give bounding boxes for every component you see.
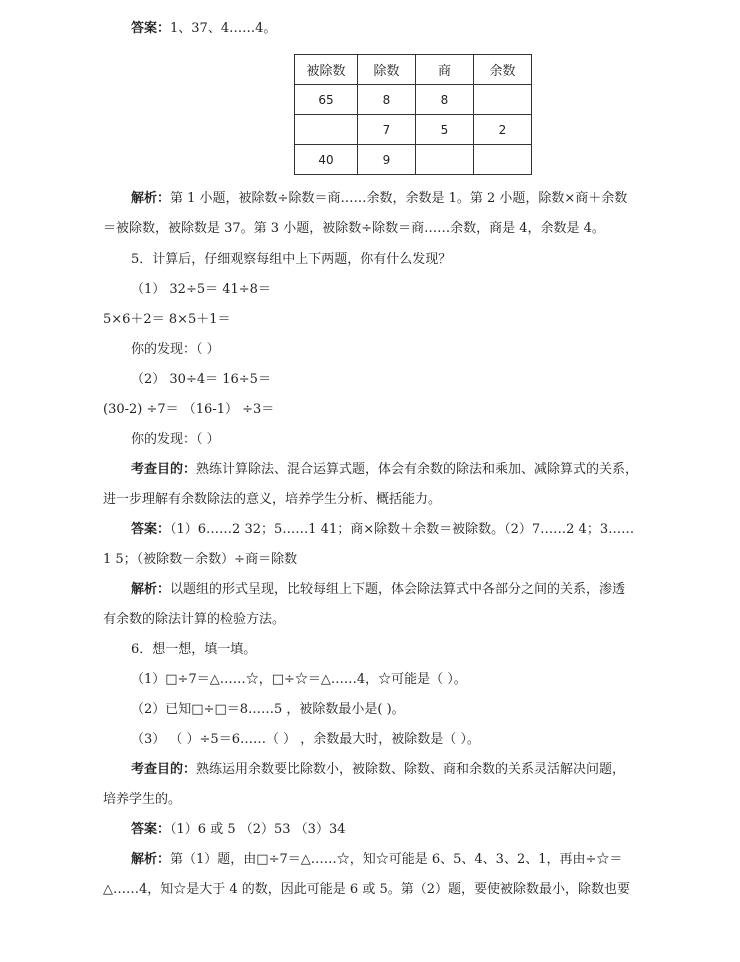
answer-text: （1）6……2 32；5……1 41；商×除数＋余数＝被除数。（2）7……2 4；3…… [170,522,635,537]
question-6-item2: （2）已知□÷□＝8……5 ，被除数最小是( )。 [131,702,405,717]
table-cell [416,145,474,175]
question-5-group1-line2: 5×6＋2＝ 8×5＋1＝ [103,312,231,327]
answer-5-line1 [131,521,634,539]
analysis-5-line1 [131,581,625,599]
question-5-group2-line1: （2） 30÷4＝ 16÷5＝ [131,372,271,387]
analysis-text: 第（1）题，由□÷7＝△……☆，知☆可能是 6、5、4、3、2、1，再由÷☆＝ [170,852,623,867]
answer-text: 1、37、4……4。 [170,21,277,36]
purpose-text: 熟练运用余数要比除数小，被除数、除数、商和余数的关系灵活解决问题， [196,762,626,777]
table-cell: 65 [295,85,358,115]
answer-6 [131,821,345,839]
table-cell [295,115,358,145]
analysis-1-line1 [131,190,627,208]
analysis-6-line2: △……4，知☆是大于 4 的数，因此可能是 6 或 5。第（2）题，要使被除数最小，除数也要 [103,882,631,897]
analysis-6-line1 [131,851,622,869]
answer-5-line2: 1 5；（被除数－余数）÷商＝除数 [103,552,298,567]
purpose-text: 熟练计算除法、混合运算式题，体会有余数的除法和乘加、减除算式的关系， [196,462,639,477]
table-cell: 7 [358,115,416,145]
table-cell: 40 [295,145,358,175]
question-5-title: 5．计算后，仔细观察每组中上下两题，你有什么发现？ [131,252,452,267]
analysis-label: 解析： [131,852,171,867]
question-5-group2-line2: (30-2) ÷7＝ （16-1） ÷3＝ [103,402,275,417]
purpose-label: 考查目的： [131,762,197,777]
answer-label: 答案： [131,21,171,36]
answer-label: 答案： [131,822,171,837]
question-6-title: 6．想一想，填一填。 [131,642,257,657]
purpose-6-line2: 培养学生的。 [103,792,182,807]
question-6-item3: （3） （ ）÷5＝6……（ ） ，余数最大时，被除数是（ ）。 [131,732,480,747]
table-header-cell: 商 [416,55,474,85]
table-cell: 8 [358,85,416,115]
table-cell: 8 [416,85,474,115]
table-header-row [295,55,532,85]
question-5-group2-finding: 你的发现：（ ） [131,432,220,447]
analysis-label: 解析： [131,191,171,206]
analysis-label: 解析： [131,582,171,597]
table-row [295,115,532,145]
answer-label: 答案： [131,522,171,537]
answer-1 [131,20,276,38]
purpose-5-line1 [131,461,638,479]
table-header-cell: 被除数 [295,55,358,85]
table-cell [474,85,532,115]
answer-text: （1）6 或 5 （2）53 （3）34 [170,822,346,837]
analysis-text: 以题组的形式呈现，比较每组上下题，体会除法算式中各部分之间的关系，渗透 [170,582,626,597]
table-header-cell: 除数 [358,55,416,85]
purpose-5-line2: 进一步理解有余数除法的意义，培养学生分析、概括能力。 [103,492,442,507]
table-row [295,145,532,175]
table-cell: 2 [474,115,532,145]
analysis-text: 第 1 小题，被除数÷除数＝商……余数，余数是 1。第 2 小题，除数×商＋余数 [170,191,628,206]
table-row [295,85,532,115]
purpose-6-line1 [131,761,625,779]
division-table [294,54,532,175]
question-6-item1: （1）□÷7＝△……☆，□÷☆＝△……4，☆可能是（ ）。 [131,672,467,687]
table-header-cell: 余数 [474,55,532,85]
analysis-1-line2: ＝被除数，被除数是 37。第 3 小题，被除数÷除数＝商……余数，商是 4，余数是 4。 [103,221,605,236]
table-cell [474,145,532,175]
question-5-group1-finding: 你的发现：（ ） [131,342,220,357]
analysis-5-line2: 有余数的除法计算的检验方法。 [103,612,286,627]
table-cell: 5 [416,115,474,145]
question-5-group1-line1: （1） 32÷5＝ 41÷8＝ [131,282,271,297]
purpose-label: 考查目的： [131,462,197,477]
table-cell: 9 [358,145,416,175]
